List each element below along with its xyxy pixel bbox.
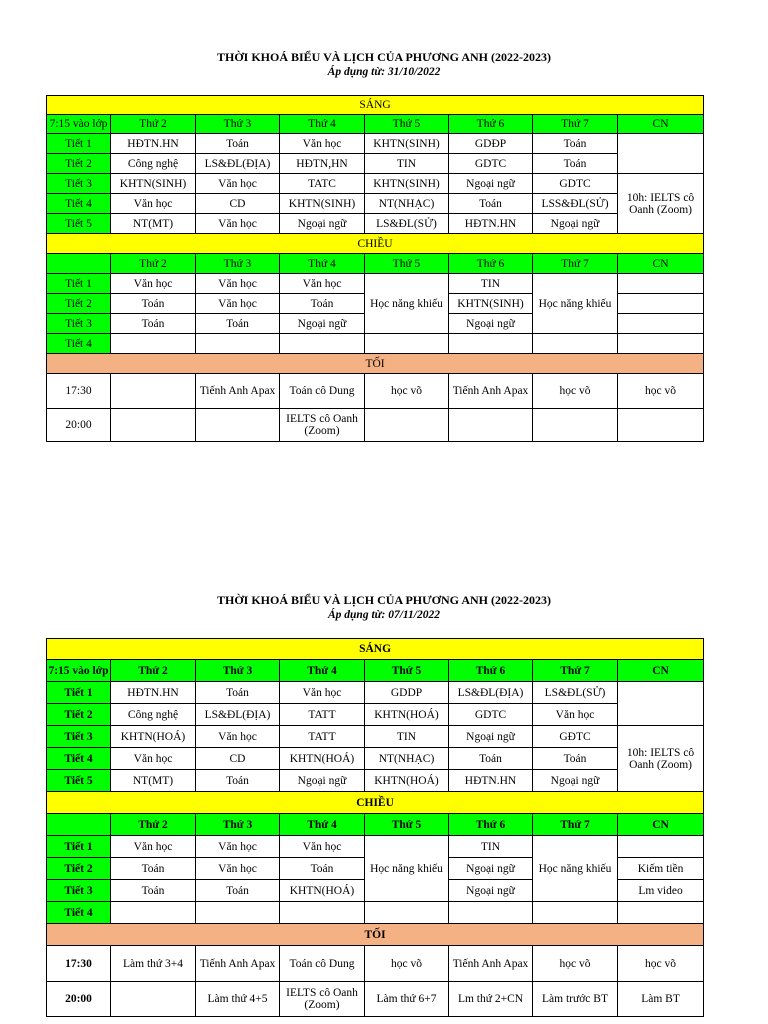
morning-cell: Ngoại ngữ <box>280 770 365 792</box>
afternoon-cell: Văn học <box>196 836 280 858</box>
morning-cell: HĐTN,HN <box>280 154 365 174</box>
morning-cell: Ngoại ngữ <box>533 770 618 792</box>
day-header: Thứ 7 <box>533 814 618 836</box>
morning-cell: GĐTC <box>533 726 618 748</box>
start-time-label: 7:15 vào lớp <box>47 660 111 682</box>
morning-cell: KHTN(HOÁ) <box>111 726 196 748</box>
header-blank <box>47 814 111 836</box>
evening-cell: Toán cô Dung <box>280 946 365 982</box>
day-header: CN <box>618 814 704 836</box>
morning-cell: TATT <box>280 726 365 748</box>
evening-cell: học võ <box>533 946 618 982</box>
evening-cell: Tiếnh Anh Apax <box>449 946 533 982</box>
morning-cell: NT(NHẠC) <box>365 194 449 214</box>
morning-cell: Ngoại ngữ <box>533 214 618 234</box>
afternoon-cell <box>280 334 365 354</box>
start-time-label: 7:15 vào lớp <box>47 115 111 134</box>
period-label: Tiết 1 <box>47 134 111 154</box>
morning-cell: Công nghệ <box>111 704 196 726</box>
morning-cell: Văn học <box>111 748 196 770</box>
morning-cell: NT(NHẠC) <box>365 748 449 770</box>
period-label: Tiết 1 <box>47 836 111 858</box>
morning-cell-empty <box>618 134 704 174</box>
morning-cell: KHTN(SINH) <box>365 174 449 194</box>
afternoon-cell: Toán <box>111 858 196 880</box>
day-header: Thứ 4 <box>280 254 365 274</box>
day-header: Thứ 4 <box>280 115 365 134</box>
morning-cell: Toán <box>533 748 618 770</box>
timetable <box>46 638 704 1017</box>
day-header: Thứ 3 <box>196 660 280 682</box>
morning-cell: Toán <box>196 134 280 154</box>
evening-cell <box>111 374 196 409</box>
morning-cell: GDTC <box>533 174 618 194</box>
evening-cell <box>111 982 196 1017</box>
morning-cell: LSS&ĐL(SỬ) <box>533 194 618 214</box>
evening-time: 20:00 <box>47 982 111 1017</box>
section-evening: TỐI <box>47 354 704 374</box>
morning-cell: Ngoại ngữ <box>280 214 365 234</box>
morning-cell: GDTC <box>449 704 533 726</box>
period-label: Tiết 2 <box>47 858 111 880</box>
evening-cell <box>196 409 280 442</box>
period-label: Tiết 2 <box>47 704 111 726</box>
day-header: Thứ 7 <box>533 660 618 682</box>
afternoon-cell: Văn học <box>196 294 280 314</box>
day-header: Thứ 2 <box>111 660 196 682</box>
afternoon-cell <box>196 334 280 354</box>
afternoon-cell <box>365 334 449 354</box>
morning-cell: Văn học <box>196 214 280 234</box>
afternoon-talent-class: Học năng khiếu <box>533 836 618 902</box>
morning-cell: HĐTN.HN <box>111 682 196 704</box>
afternoon-cell: Lm video <box>618 880 704 902</box>
morning-cell: Toán <box>449 748 533 770</box>
afternoon-cell: KHTN(HOÁ) <box>280 880 365 902</box>
afternoon-cell: Toán <box>196 880 280 902</box>
afternoon-cell <box>533 334 618 354</box>
morning-cell: Văn học <box>111 194 196 214</box>
afternoon-talent-class: Học năng khiếu <box>533 274 618 334</box>
evening-cell: IELTS cô Oanh (Zoom) <box>280 409 365 442</box>
day-header: Thứ 7 <box>533 254 618 274</box>
morning-cell: Toán <box>196 770 280 792</box>
evening-time: 20:00 <box>47 409 111 442</box>
day-header: Thứ 3 <box>196 254 280 274</box>
morning-cell: NT(MT) <box>111 214 196 234</box>
afternoon-talent-class: Học năng khiếu <box>365 836 449 902</box>
afternoon-cell <box>111 334 196 354</box>
evening-cell: học võ <box>618 946 704 982</box>
afternoon-cell <box>449 902 533 924</box>
afternoon-cell <box>618 334 704 354</box>
day-header: Thứ 6 <box>449 660 533 682</box>
period-label: Tiết 4 <box>47 334 111 354</box>
schedule-subtitle: Áp dụng từ: 31/10/2022 <box>327 66 441 78</box>
period-label: Tiết 2 <box>47 294 111 314</box>
day-header: Thứ 7 <box>533 115 618 134</box>
afternoon-cell: Văn học <box>111 836 196 858</box>
morning-cell: Toán <box>533 134 618 154</box>
evening-cell <box>533 409 618 442</box>
afternoon-cell: Toán <box>111 314 196 334</box>
morning-cell: Văn học <box>280 134 365 154</box>
morning-cell: HĐTN.HN <box>449 770 533 792</box>
afternoon-cell: Văn học <box>111 274 196 294</box>
morning-cell: NT(MT) <box>111 770 196 792</box>
day-header: Thứ 4 <box>280 660 365 682</box>
evening-cell: Toán cô Dung <box>280 374 365 409</box>
day-header: Thứ 5 <box>365 814 449 836</box>
afternoon-cell <box>618 274 704 294</box>
evening-cell: Tiếnh Anh Apax <box>196 946 280 982</box>
morning-cell: TIN <box>365 154 449 174</box>
day-header: CN <box>618 254 704 274</box>
morning-cell: Toán <box>449 194 533 214</box>
evening-cell <box>618 409 704 442</box>
day-header: CN <box>618 660 704 682</box>
evening-cell: Làm thứ 3+4 <box>111 946 196 982</box>
morning-cell: KHTN(SINH) <box>365 134 449 154</box>
morning-cell: LS&ĐL(ĐỊA) <box>449 682 533 704</box>
morning-cell-empty <box>618 682 704 726</box>
evening-cell: học võ <box>365 946 449 982</box>
morning-cell: LS&ĐL(SỬ) <box>533 682 618 704</box>
morning-cell: GDDP <box>365 682 449 704</box>
period-label: Tiết 3 <box>47 726 111 748</box>
period-label: Tiết 2 <box>47 154 111 174</box>
day-header: Thứ 6 <box>449 254 533 274</box>
section-morning: SÁNG <box>47 639 704 660</box>
period-label: Tiết 3 <box>47 880 111 902</box>
morning-cell: KHTN(SINH) <box>111 174 196 194</box>
morning-cell: Văn học <box>196 174 280 194</box>
morning-cell: TATC <box>280 174 365 194</box>
afternoon-cell <box>111 902 196 924</box>
morning-cell: CD <box>196 748 280 770</box>
afternoon-cell: Toán <box>280 858 365 880</box>
header-blank <box>47 254 111 274</box>
evening-cell: Làm BT <box>618 982 704 1017</box>
afternoon-cell: Văn học <box>196 274 280 294</box>
morning-cell: GDĐP <box>449 134 533 154</box>
morning-cell: GDTC <box>449 154 533 174</box>
morning-cell: HĐTN.HN <box>449 214 533 234</box>
section-evening: TỐI <box>47 924 704 946</box>
afternoon-cell: Ngoại ngữ <box>449 880 533 902</box>
day-header: Thứ 5 <box>365 254 449 274</box>
morning-cell: Công nghệ <box>111 154 196 174</box>
morning-cell: TIN <box>365 726 449 748</box>
period-label: Tiết 4 <box>47 748 111 770</box>
morning-cell: KHTN(HOÁ) <box>365 770 449 792</box>
afternoon-cell: Kiếm tiền <box>618 858 704 880</box>
afternoon-cell: KHTN(SINH) <box>449 294 533 314</box>
timetable <box>46 95 704 442</box>
morning-cell: Ngoại ngữ <box>449 174 533 194</box>
evening-cell: học võ <box>618 374 704 409</box>
afternoon-cell: Toán <box>280 294 365 314</box>
afternoon-cell: Văn học <box>280 836 365 858</box>
section-afternoon: CHIỀU <box>47 792 704 814</box>
afternoon-cell <box>618 294 704 314</box>
period-label: Tiết 3 <box>47 314 111 334</box>
day-header: Thứ 3 <box>196 814 280 836</box>
day-header: Thứ 2 <box>111 254 196 274</box>
period-label: Tiết 1 <box>47 682 111 704</box>
evening-cell: Làm trước BT <box>533 982 618 1017</box>
afternoon-cell <box>618 902 704 924</box>
afternoon-cell: Ngoại ngữ <box>280 314 365 334</box>
day-header: Thứ 5 <box>365 660 449 682</box>
schedule-title: THỜI KHOÁ BIỂU VÀ LỊCH CỦA PHƯƠNG ANH (2022-2023) <box>216 593 552 607</box>
morning-cell: Văn học <box>533 704 618 726</box>
afternoon-cell <box>618 836 704 858</box>
afternoon-cell: TIN <box>449 836 533 858</box>
day-header: Thứ 6 <box>449 814 533 836</box>
morning-cell: LS&ĐL(SỬ) <box>365 214 449 234</box>
morning-cell: Ngoại ngữ <box>449 726 533 748</box>
afternoon-cell: Toán <box>111 294 196 314</box>
period-label: Tiết 4 <box>47 194 111 214</box>
period-label: Tiết 5 <box>47 214 111 234</box>
morning-cell: HĐTN.HN <box>111 134 196 154</box>
evening-cell: Lm thứ 2+CN <box>449 982 533 1017</box>
morning-cell: LS&ĐL(ĐỊA) <box>196 154 280 174</box>
evening-time: 17:30 <box>47 946 111 982</box>
day-header: CN <box>618 115 704 134</box>
afternoon-cell: Văn học <box>196 858 280 880</box>
afternoon-cell <box>365 902 449 924</box>
morning-cell: CD <box>196 194 280 214</box>
evening-cell: học võ <box>365 374 449 409</box>
afternoon-cell <box>449 334 533 354</box>
schedule-title: THỜI KHOÁ BIỂU VÀ LỊCH CỦA PHƯƠNG ANH (2022-2023) <box>216 50 552 64</box>
period-label: Tiết 5 <box>47 770 111 792</box>
evening-cell <box>111 409 196 442</box>
morning-cell: TATT <box>280 704 365 726</box>
period-label: Tiết 1 <box>47 274 111 294</box>
afternoon-cell <box>280 902 365 924</box>
sunday-ielts: 10h: IELTS cô Oanh (Zoom) <box>618 726 704 792</box>
afternoon-cell: Ngoại ngữ <box>449 858 533 880</box>
morning-cell: KHTN(HOÁ) <box>280 748 365 770</box>
evening-cell: Tiếnh Anh Apax <box>449 374 533 409</box>
afternoon-cell <box>196 902 280 924</box>
morning-cell: Văn học <box>280 682 365 704</box>
section-afternoon: CHIỀU <box>47 234 704 254</box>
section-morning: SÁNG <box>47 96 704 115</box>
evening-cell: Làm thứ 4+5 <box>196 982 280 1017</box>
afternoon-cell: TIN <box>449 274 533 294</box>
afternoon-cell: Văn học <box>280 274 365 294</box>
day-header: Thứ 2 <box>111 814 196 836</box>
sunday-ielts: 10h: IELTS cô Oanh (Zoom) <box>618 174 704 234</box>
morning-cell: LS&ĐL(ĐỊA) <box>196 704 280 726</box>
afternoon-cell: Toán <box>111 880 196 902</box>
evening-cell: IELTS cô Oanh (Zoom) <box>280 982 365 1017</box>
evening-cell: Tiếnh Anh Apax <box>196 374 280 409</box>
afternoon-talent-class: Học năng khiếu <box>365 274 449 334</box>
afternoon-cell <box>618 314 704 334</box>
day-header: Thứ 4 <box>280 814 365 836</box>
day-header: Thứ 3 <box>196 115 280 134</box>
evening-cell <box>449 409 533 442</box>
evening-time: 17:30 <box>47 374 111 409</box>
evening-cell: học võ <box>533 374 618 409</box>
afternoon-cell: Ngoại ngữ <box>449 314 533 334</box>
morning-cell: KHTN(SINH) <box>280 194 365 214</box>
morning-cell: Văn học <box>196 726 280 748</box>
morning-cell: KHTN(HOÁ) <box>365 704 449 726</box>
afternoon-cell: Toán <box>196 314 280 334</box>
afternoon-cell <box>533 902 618 924</box>
schedule-subtitle: Áp dụng từ: 07/11/2022 <box>327 609 440 621</box>
period-label: Tiết 4 <box>47 902 111 924</box>
evening-cell <box>365 409 449 442</box>
day-header: Thứ 2 <box>111 115 196 134</box>
day-header: Thứ 6 <box>449 115 533 134</box>
day-header: Thứ 5 <box>365 115 449 134</box>
morning-cell: Toán <box>196 682 280 704</box>
period-label: Tiết 3 <box>47 174 111 194</box>
morning-cell: Toán <box>533 154 618 174</box>
evening-cell: Làm thứ 6+7 <box>365 982 449 1017</box>
